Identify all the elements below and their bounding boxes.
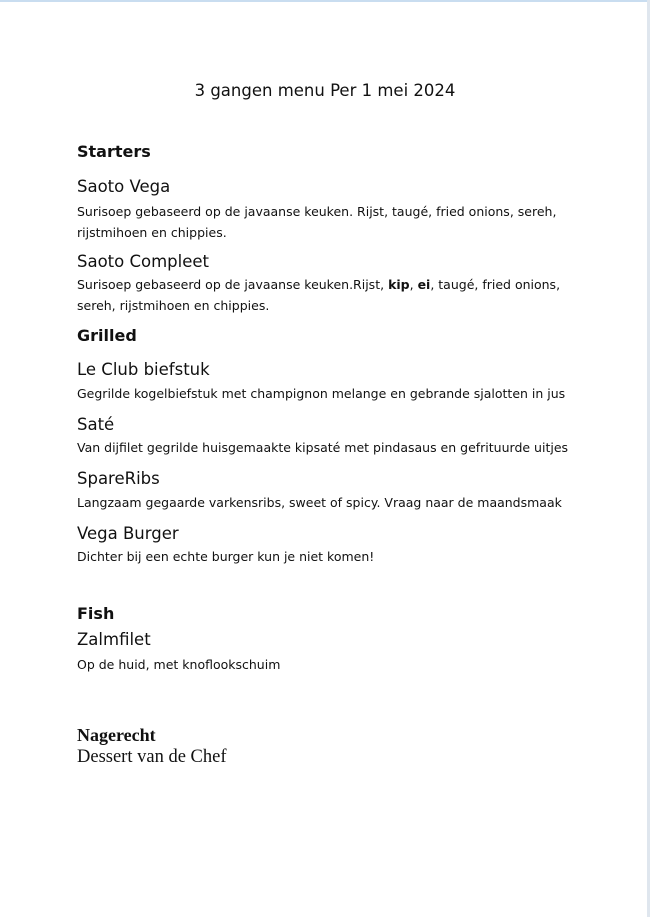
dish-name-le-club-biefstuk: Le Club biefstuk (77, 360, 210, 379)
dish-desc-saoto-compleet: Surisoep gebaseerd op de javaanse keuken.Rijst, kip, ei, taugé, fried onions, sereh, rijstmihoen en chippies. (77, 277, 561, 313)
section-heading-starters: Starters (77, 142, 151, 161)
dish-desc-saoto-vega: Surisoep gebaseerd op de javaanse keuken. Rijst, taugé, fried onions, sereh, rijstmihoen en chippies. (77, 204, 557, 240)
dish-desc-zalmfilet: Op de huid, met knoflookschuim (77, 657, 281, 672)
dish-desc-spareribs: Langzaam gegaarde varkensribs, sweet of spicy. Vraag naar de maandsmaak (77, 495, 562, 510)
dish-desc-vega-burger: Dichter bij een echte burger kun je niet komen! (77, 549, 375, 564)
dish-name-spareribs: SpareRibs (77, 469, 160, 488)
dish-desc-le-club-biefstuk: Gegrilde kogelbiefstuk met champignon melange en gebrande sjalotten in jus (77, 386, 566, 401)
section-heading-fish: Fish (77, 604, 115, 623)
menu-title: 3 gangen menu Per 1 mei 2024 (194, 81, 456, 100)
dish-name-dessert-van-de-chef: Dessert van de Chef (77, 747, 227, 767)
dish-name-saoto-compleet: Saoto Compleet (77, 252, 210, 271)
dish-name-saoto-vega: Saoto Vega (77, 177, 171, 196)
section-heading-grilled: Grilled (77, 326, 137, 345)
window-top-border (0, 0, 650, 2)
section-heading-nagerecht: Nagerecht (77, 725, 156, 745)
dish-name-zalmfilet: Zalmfilet (77, 630, 151, 649)
dish-name-sate: Saté (77, 415, 115, 434)
dish-name-vega-burger: Vega Burger (77, 524, 179, 543)
dish-desc-sate: Van dijfilet gegrilde huisgemaakte kipsaté met pindasaus en gefrituurde uitjes (77, 440, 569, 455)
